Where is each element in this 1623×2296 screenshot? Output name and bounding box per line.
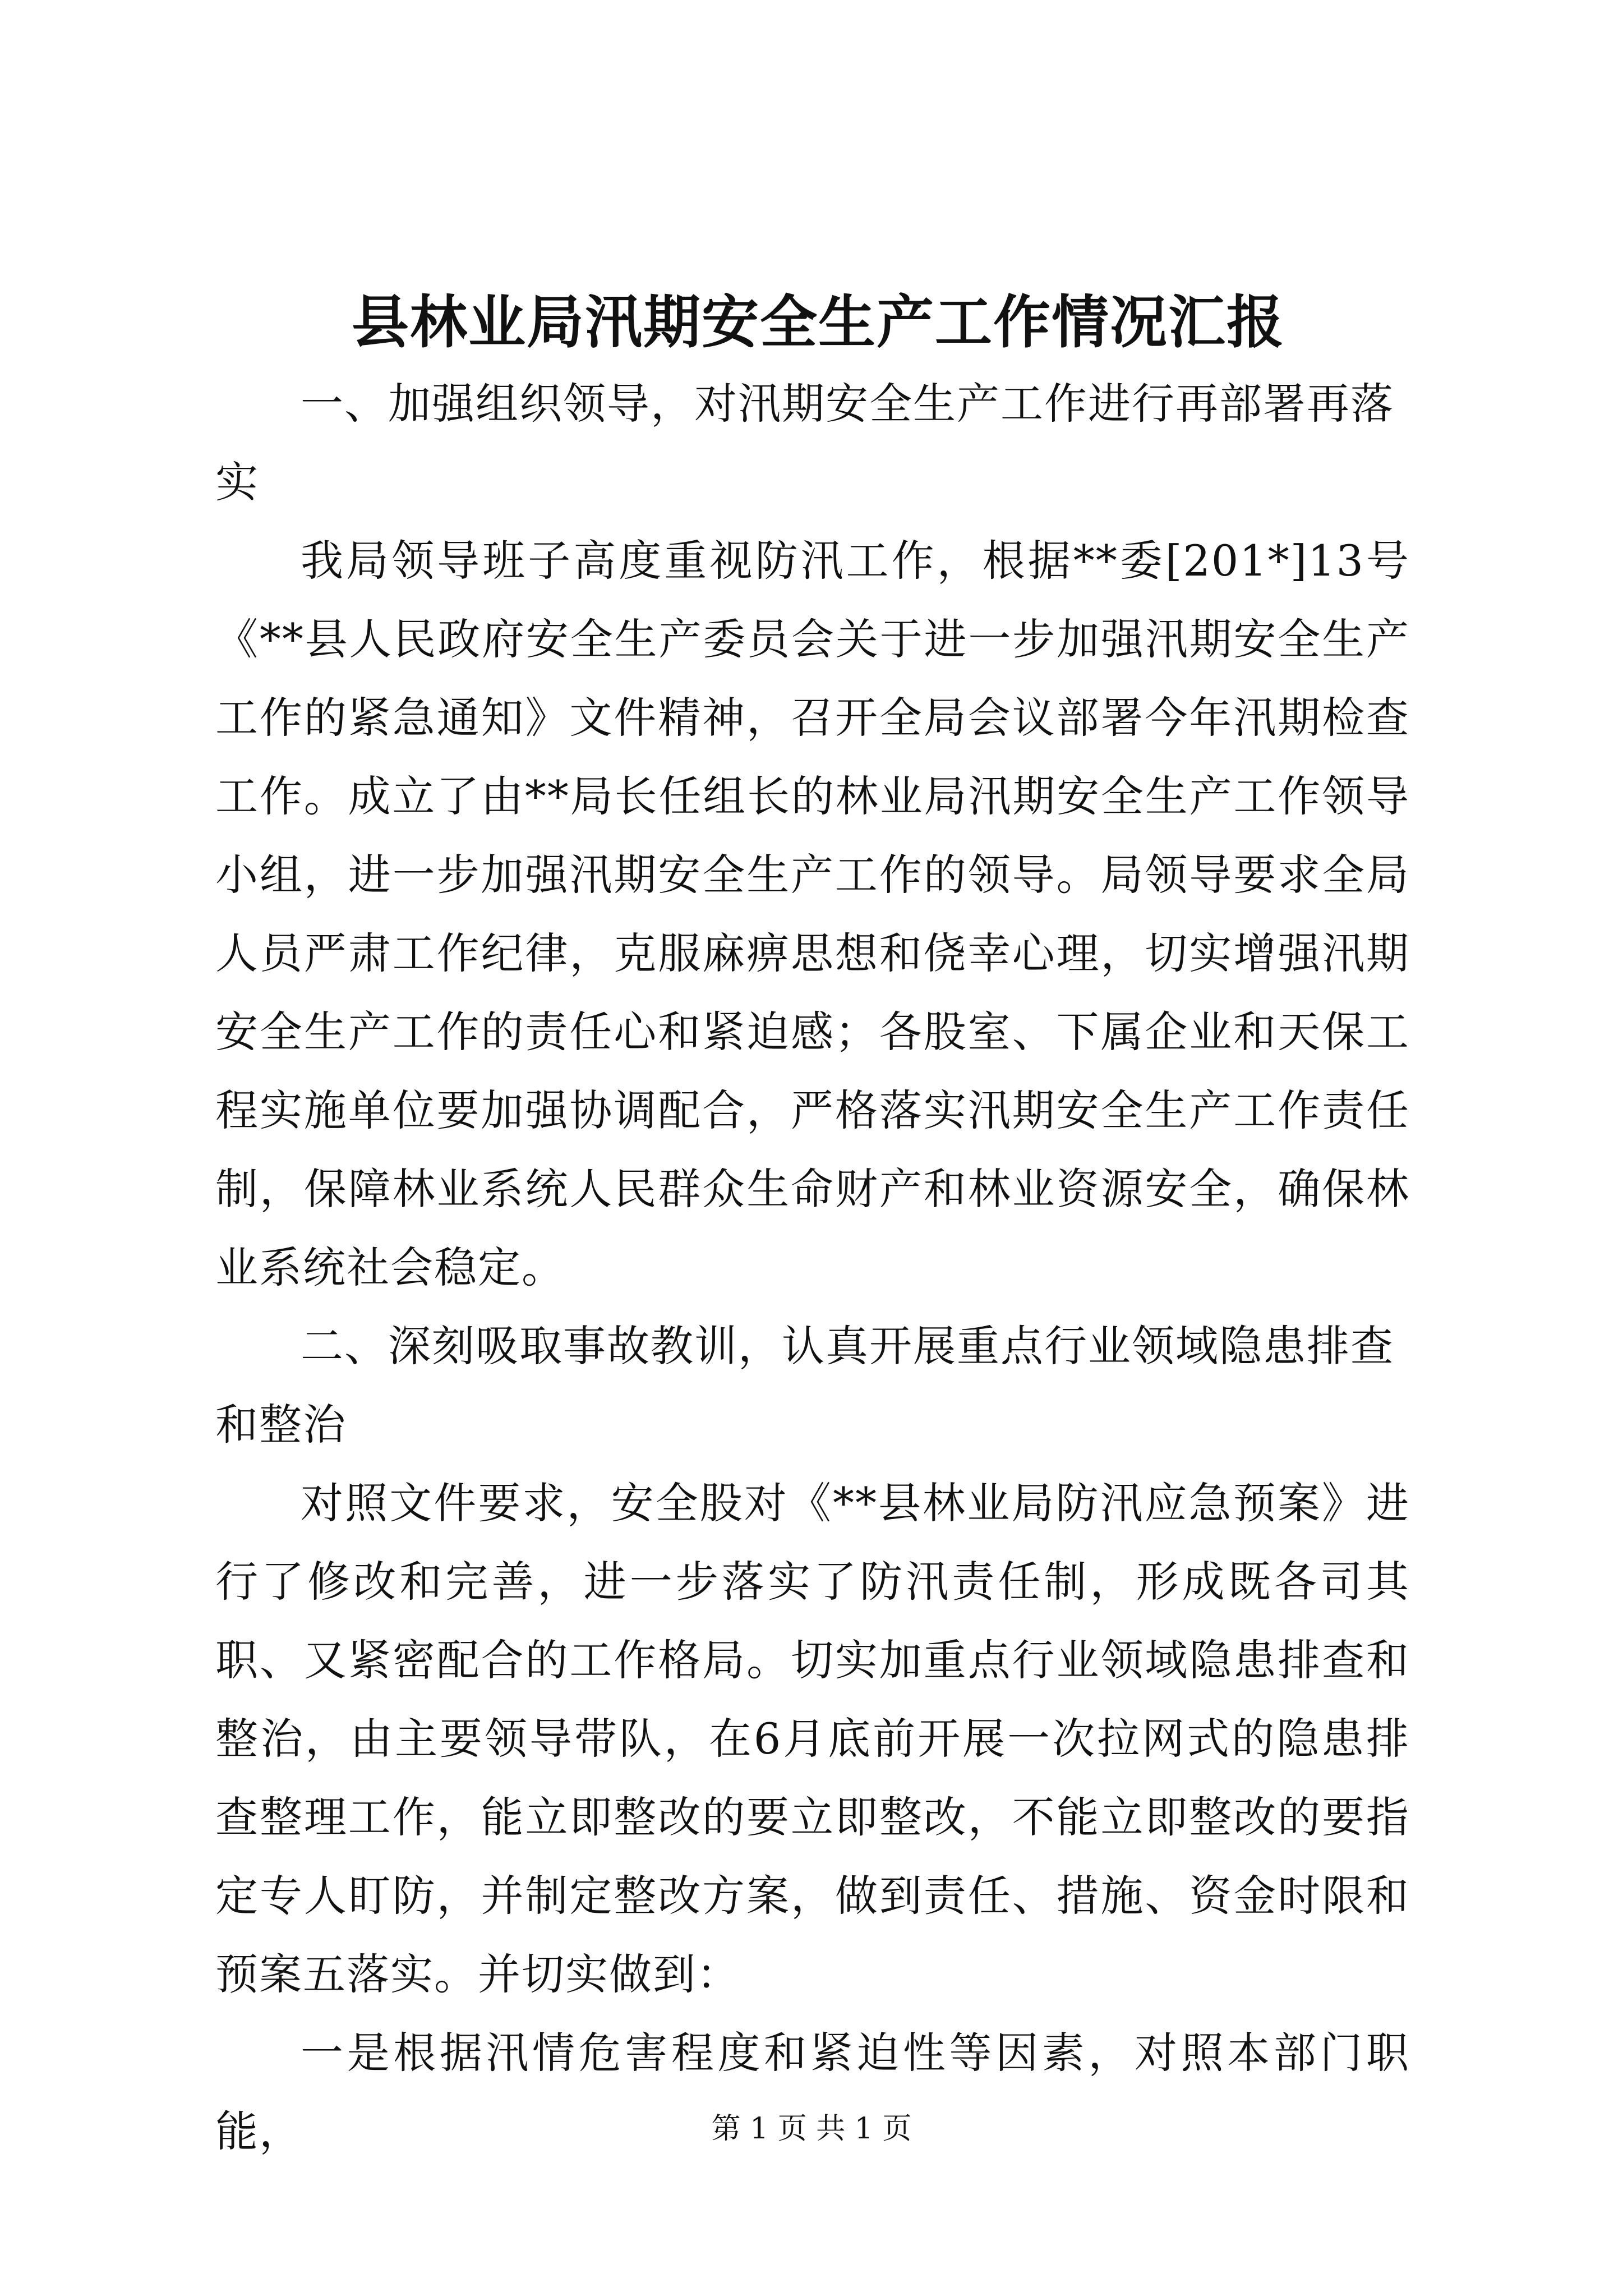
section-heading-1: 一、加强组织领导，对汛期安全生产工作进行再部署再落实 — [215, 379, 1394, 507]
body-paragraph-3: 一是根据汛情危害程度和紧迫性等因素，对照本部门职能， — [215, 2028, 1410, 2156]
section-heading-2: 二、深刻吸取事故教训，认真开展重点行业领域隐患排查和整治 — [215, 1321, 1394, 1450]
body-paragraph-1: 我局领导班子高度重视防汛工作，根据**委[201*]13号《**县人民政府安全生产委员会关于进一步加强汛期安全生产工作的紧急通知》文件精神，召开全局会议部署今年汛期检查工作。成立了由**局长任组长的林业局汛期安全生产工作领导小组，进一步加强汛期安全生产工作的领导。局领导要求全局人员严肃工作纪律，克服麻痹思想和侥幸心理，切实增强汛期安全生产工作的责任心和紧迫感；各股室、下属企业和天保工程实施单位要加强协调配合，严格落实汛期安全生产工作责任制，保障林业系统人民群众生命财产和林业资源安全，确保林业系统社会稳定。 — [215, 536, 1410, 1292]
body-paragraph-2: 对照文件要求，安全股对《**县林业局防汛应急预案》进行了修改和完善，进一步落实了防汛责任制，形成既各司其职、又紧密配合的工作格局。切实加重点行业领域隐患排查和整治，由主要领导带队，在6月底前开展一次拉网式的隐患排查整理工作，能立即整改的要立即整改，不能立即整改的要指定专人盯防，并制定整改方案，做到责任、措施、资金时限和预案五落实。并切实做到： — [215, 1478, 1410, 1999]
document-body — [215, 280, 1410, 2171]
document-title: 县林业局汛期安全生产工作情况汇报 — [352, 289, 1285, 356]
page-footer: 第 1 页 共 1 页 — [711, 2112, 912, 2146]
